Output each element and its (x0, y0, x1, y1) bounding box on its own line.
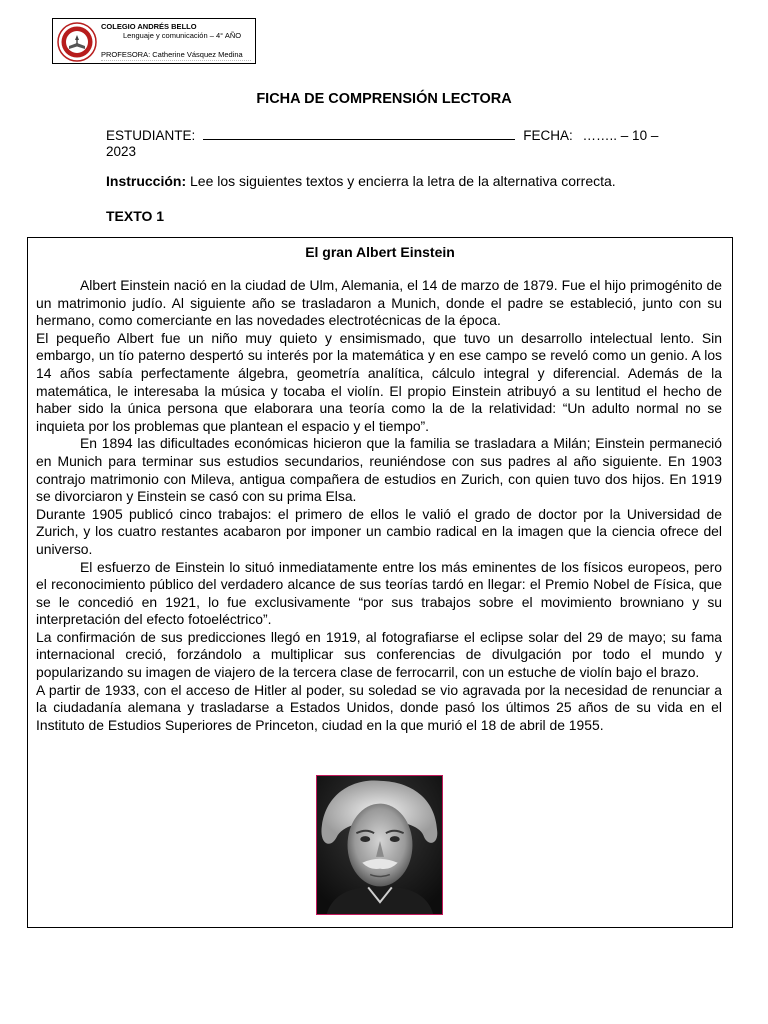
student-info-row (106, 127, 666, 160)
paragraph: El esfuerzo de Einstein lo situó inmediatamente entre los más eminentes de los físicos europeos, pero el reconocimiento público del verdadero alcance de sus teorías tardó en llegar: el Premio Nobel de Física, que se le concedió en 1921, lo fue exclusivamente “por sus trabajos sobre el movimiento browniano y su interpretación del efecto fotoeléctrico”. (36, 558, 722, 628)
date-value: …….. – 10 – (582, 128, 659, 143)
einstein-portrait (316, 775, 443, 915)
year-value: 2023 (106, 144, 137, 159)
school-header (52, 18, 256, 64)
section-label: TEXTO 1 (106, 208, 165, 224)
reading-body (36, 277, 722, 734)
paragraph: A partir de 1933, con el acceso de Hitler al poder, su soledad se vio agravada por la necesidad de renunciar a la ciudadanía alemana y trasladarse a Estados Unidos, donde pasó los últimos 25 años de su vida en el Instituto de Estudios Superiores de Princeton, ciudad en la que murió el 18 de abril de 1955. (36, 681, 722, 733)
student-label: ESTUDIANTE: (106, 128, 196, 143)
paragraph: La confirmación de sus predicciones llegó en 1919, al fotografiarse el eclipse solar del 29 de mayo; su fama internacional creció, forzándolo a multiplicar sus conferencias de divulgación por todo el mundo y popularizando su imagen de viajero de la tercera clase de ferrocarril, con un estuche de violín bajo el brazo. (36, 628, 722, 681)
instruction-text: Lee los siguientes textos y encierra la letra de la alternativa correcta. (190, 173, 616, 189)
page-title: FICHA DE COMPRENSIÓN LECTORA (256, 91, 512, 107)
student-name-field[interactable] (203, 127, 515, 140)
date-label: FECHA: (523, 128, 573, 143)
course-name: Lenguaje y comunicación – 4° AÑO (123, 31, 242, 40)
reading-box (27, 237, 733, 928)
school-seal-icon (57, 22, 97, 62)
reading-title: El gran Albert Einstein (305, 244, 455, 260)
header-cut-line (101, 60, 251, 64)
instruction (106, 173, 616, 189)
paragraph: Albert Einstein nació en la ciudad de Ulm, Alemania, el 14 de marzo de 1879. Fue el hijo primogénito de un matrimonio judío. Al siguiente año se trasladaron a Munich, donde el padre se estableció, junto con su hermano, como comerciante en las novedades electrotécnicas de la época. (36, 277, 722, 329)
paragraph: Durante 1905 publicó cinco trabajos: el primero de ellos le valió el grado de doctor por la Universidad de Zurich, y los cuatro restantes acabaron por imponer un cambio radical en la imagen que la ciencia ofrece del universo. (36, 505, 722, 557)
paragraph: El pequeño Albert fue un niño muy quieto y ensimismado, que tuvo un desarrollo intelectual lento. Sin embargo, un tío paterno despertó su interés por la matemática y en ese campo se reveló como un genio. A los 14 años sabía perfectamente álgebra, geometría analítica, cálculo integral y diferencial. Además de la matemática, le interesaba la música y tocaba el violín. El propio Einstein atribuyó a su lentitud el hecho de haber sido la única persona que elaborara una teoría como la de la relatividad: “Un adulto normal no se inquieta por los problemas que plantean el espacio y el tiempo”. (36, 329, 722, 434)
instruction-label: Instrucción: (106, 173, 187, 189)
school-name: COLEGIO ANDRÉS BELLO (101, 22, 197, 31)
paragraph: En 1894 las dificultades económicas hicieron que la familia se trasladara a Milán; Einstein permaneció en Munich para terminar sus estudios secundarios, reuniéndose con sus padres al año siguiente. En 1903 contrajo matrimonio con Mileva, antigua compañera de estudios en Zurich, con quien tuvo dos hijos. En 1919 se divorciaron y Einstein se casó con su prima Elsa. (36, 435, 722, 505)
teacher-name: PROFESORA: Catherine Vásquez Medina (101, 50, 243, 59)
